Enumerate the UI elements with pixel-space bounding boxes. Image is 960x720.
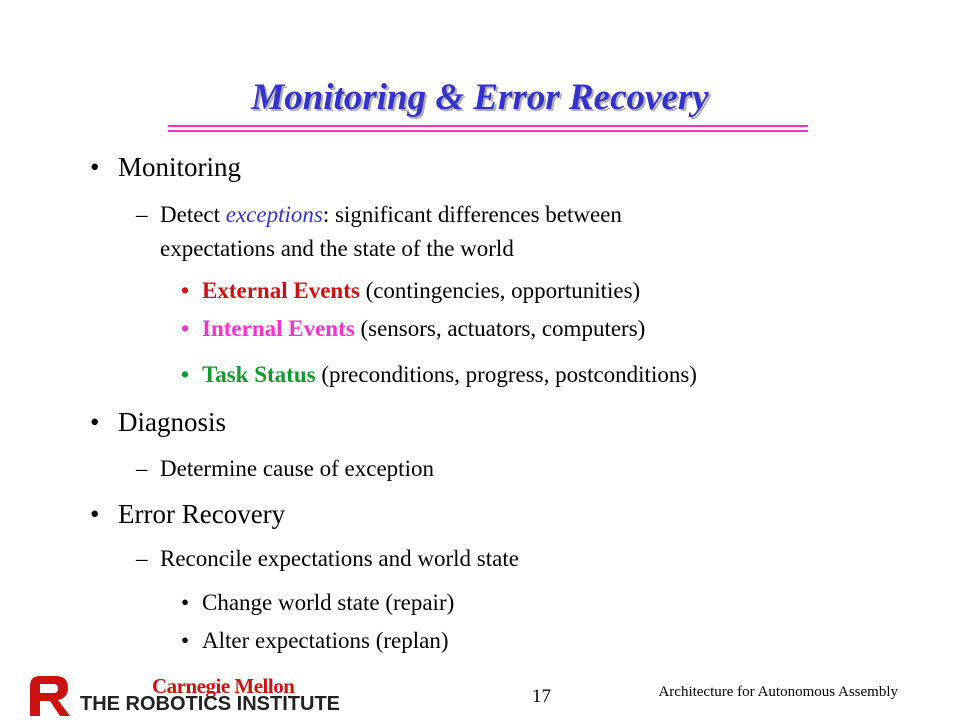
task-status-label: Task Status [202, 362, 316, 387]
robotics-institute-wordmark: THE ROBOTICS INSTITUTE [80, 693, 340, 715]
title-underline-top [168, 125, 808, 127]
heading-error-recovery: Error Recovery [118, 499, 286, 529]
bullet-glyph: • [181, 362, 190, 387]
bullet-glyph: • [181, 590, 190, 615]
dash-glyph: – [136, 546, 148, 571]
bullet-glyph: • [181, 316, 190, 341]
detect-prefix: Detect [160, 202, 226, 227]
page-number: 17 [532, 686, 551, 707]
detect-rest: : significant differences between [322, 202, 622, 227]
detect-line2: expectations and the state of the world [160, 236, 514, 261]
heading-diagnosis: Diagnosis [118, 407, 226, 437]
sub-detect-text [160, 198, 622, 266]
bullet-glyph: • [90, 152, 100, 182]
title-underline-bottom [168, 130, 808, 132]
slide-title: Monitoring & Error Recovery [251, 77, 709, 118]
internal-events-label: Internal Events [202, 316, 355, 341]
external-events-label: External Events [202, 278, 360, 303]
change-world-state-text: Change world state (repair) [202, 590, 455, 615]
reconcile-text: Reconcile expectations and world state [160, 546, 519, 571]
exceptions-emphasis: exceptions [225, 202, 323, 227]
dash-glyph: – [136, 456, 148, 481]
alter-expectations-text: Alter expectations (replan) [202, 628, 449, 653]
bullet-glyph: • [181, 278, 190, 303]
bullet-glyph: • [181, 628, 190, 653]
internal-events-detail: (sensors, actuators, computers) [354, 316, 646, 341]
dash-glyph: – [136, 202, 148, 227]
bullet-glyph: • [90, 499, 100, 529]
bullet-glyph: • [90, 407, 100, 437]
footer-course-title: Architecture for Autonomous Assembly [658, 684, 898, 700]
external-events-detail: (contingencies, opportunities) [359, 278, 641, 303]
carnegie-mellon-wordmark: Carnegie Mellon [152, 674, 295, 698]
task-status-detail: (preconditions, progress, postconditions) [315, 362, 697, 387]
heading-monitoring: Monitoring [118, 152, 242, 182]
determine-cause-text: Determine cause of exception [160, 456, 434, 481]
